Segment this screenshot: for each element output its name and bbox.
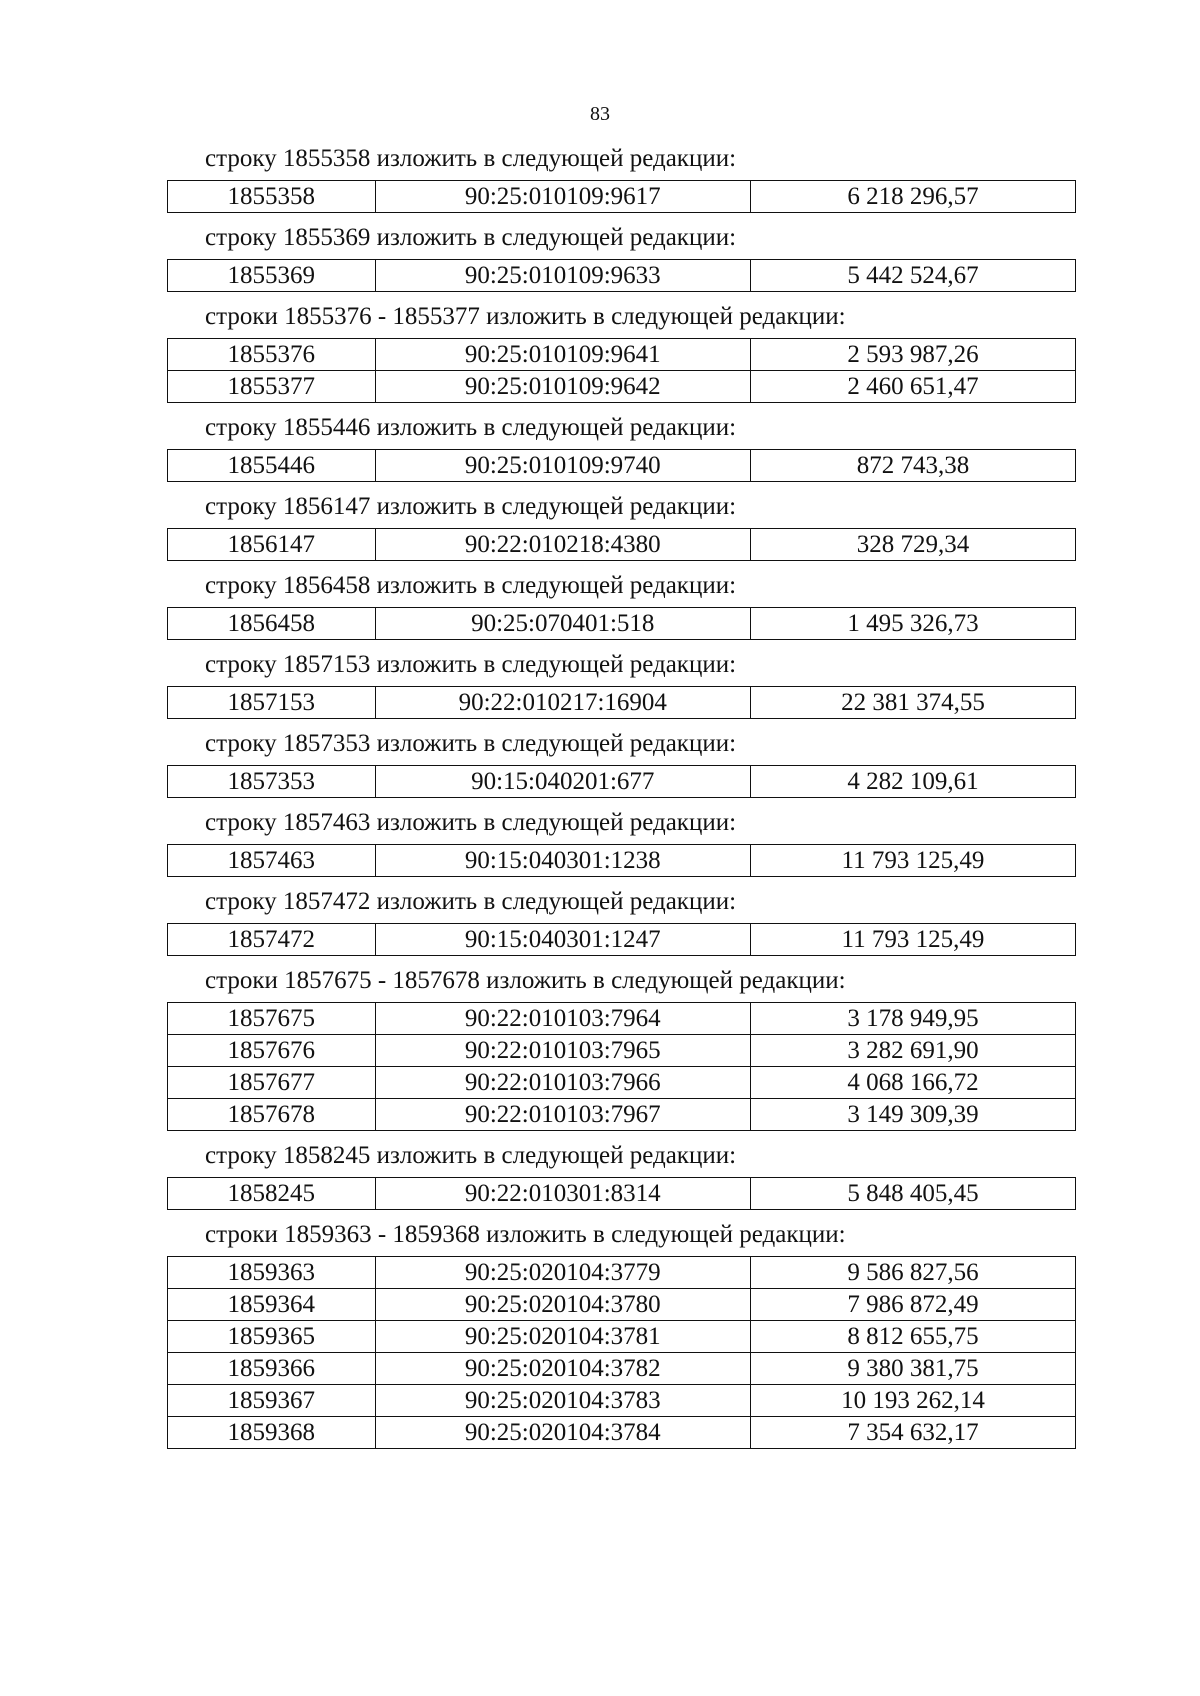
row-number-cell: 1859363 bbox=[168, 1257, 376, 1289]
row-number-cell: 1855376 bbox=[168, 339, 376, 371]
row-number-cell: 1856458 bbox=[168, 608, 376, 640]
amendment-table bbox=[167, 528, 1076, 561]
amendment-table bbox=[167, 1002, 1076, 1131]
value-cell: 22 381 374,55 bbox=[750, 687, 1075, 719]
table-row bbox=[168, 1289, 1076, 1321]
value-cell: 872 743,38 bbox=[750, 450, 1075, 482]
row-number-cell: 1857675 bbox=[168, 1003, 376, 1035]
table-row bbox=[168, 1178, 1076, 1210]
page-number: 83 bbox=[590, 103, 610, 125]
amendment-instruction: строку 1855446 изложить в следующей редакции: bbox=[205, 414, 737, 441]
amendment-section bbox=[0, 1220, 1200, 1449]
table-row bbox=[168, 339, 1076, 371]
amendment-instruction: строку 1856458 изложить в следующей редакции: bbox=[205, 572, 737, 599]
amendment-instruction: строку 1855358 изложить в следующей редакции: bbox=[205, 145, 737, 172]
row-number-cell: 1857463 bbox=[168, 845, 376, 877]
value-cell: 8 812 655,75 bbox=[750, 1321, 1075, 1353]
amendment-instruction: строки 1859363 - 1859368 изложить в следующей редакции: bbox=[205, 1221, 846, 1248]
cadastral-number-cell: 90:22:010218:4380 bbox=[375, 529, 750, 561]
table-row bbox=[168, 260, 1076, 292]
table-row bbox=[168, 1321, 1076, 1353]
table-row bbox=[168, 1257, 1076, 1289]
table-row bbox=[168, 845, 1076, 877]
value-cell: 3 178 949,95 bbox=[750, 1003, 1075, 1035]
value-cell: 9 586 827,56 bbox=[750, 1257, 1075, 1289]
cadastral-number-cell: 90:25:070401:518 bbox=[375, 608, 750, 640]
value-cell: 4 282 109,61 bbox=[750, 766, 1075, 798]
row-number-cell: 1857677 bbox=[168, 1067, 376, 1099]
amendment-table bbox=[167, 180, 1076, 213]
row-number-cell: 1857472 bbox=[168, 924, 376, 956]
amendment-table bbox=[167, 449, 1076, 482]
amendment-table bbox=[167, 686, 1076, 719]
table-row bbox=[168, 1353, 1076, 1385]
value-cell: 1 495 326,73 bbox=[750, 608, 1075, 640]
row-number-cell: 1858245 bbox=[168, 1178, 376, 1210]
amendment-table bbox=[167, 1177, 1076, 1210]
table-row bbox=[168, 1067, 1076, 1099]
value-cell: 10 193 262,14 bbox=[750, 1385, 1075, 1417]
value-cell: 3 282 691,90 bbox=[750, 1035, 1075, 1067]
amendment-instruction: строку 1857153 изложить в следующей редакции: bbox=[205, 651, 737, 678]
table-row bbox=[168, 181, 1076, 213]
amendment-table bbox=[167, 844, 1076, 877]
amendment-section bbox=[0, 571, 1200, 640]
cadastral-number-cell: 90:25:010109:9642 bbox=[375, 371, 750, 403]
value-cell: 2 460 651,47 bbox=[750, 371, 1075, 403]
table-row bbox=[168, 1035, 1076, 1067]
table-row bbox=[168, 924, 1076, 956]
amendment-section bbox=[0, 1141, 1200, 1210]
row-number-cell: 1855446 bbox=[168, 450, 376, 482]
amendment-instruction: строку 1858245 изложить в следующей редакции: bbox=[205, 1142, 737, 1169]
row-number-cell: 1857678 bbox=[168, 1099, 376, 1131]
value-cell: 3 149 309,39 bbox=[750, 1099, 1075, 1131]
amendment-table bbox=[167, 1256, 1076, 1449]
table-row bbox=[168, 1385, 1076, 1417]
value-cell: 2 593 987,26 bbox=[750, 339, 1075, 371]
amendment-table bbox=[167, 259, 1076, 292]
amendment-instruction: строки 1857675 - 1857678 изложить в следующей редакции: bbox=[205, 967, 846, 994]
value-cell: 9 380 381,75 bbox=[750, 1353, 1075, 1385]
cadastral-number-cell: 90:22:010103:7966 bbox=[375, 1067, 750, 1099]
cadastral-number-cell: 90:15:040301:1247 bbox=[375, 924, 750, 956]
row-number-cell: 1857153 bbox=[168, 687, 376, 719]
row-number-cell: 1857353 bbox=[168, 766, 376, 798]
cadastral-number-cell: 90:25:020104:3782 bbox=[375, 1353, 750, 1385]
table-row bbox=[168, 766, 1076, 798]
amendment-section bbox=[0, 650, 1200, 719]
amendment-section bbox=[0, 223, 1200, 292]
table-row bbox=[168, 1417, 1076, 1449]
cadastral-number-cell: 90:25:010109:9740 bbox=[375, 450, 750, 482]
table-row bbox=[168, 608, 1076, 640]
amendments-list bbox=[0, 144, 1200, 1459]
cadastral-number-cell: 90:15:040301:1238 bbox=[375, 845, 750, 877]
value-cell: 7 354 632,17 bbox=[750, 1417, 1075, 1449]
row-number-cell: 1859368 bbox=[168, 1417, 376, 1449]
amendment-instruction: строку 1855369 изложить в следующей редакции: bbox=[205, 224, 737, 251]
amendment-section bbox=[0, 144, 1200, 213]
amendment-section bbox=[0, 966, 1200, 1131]
amendment-section bbox=[0, 808, 1200, 877]
row-number-cell: 1859365 bbox=[168, 1321, 376, 1353]
table-row bbox=[168, 450, 1076, 482]
value-cell: 6 218 296,57 bbox=[750, 181, 1075, 213]
table-row bbox=[168, 687, 1076, 719]
table-row bbox=[168, 529, 1076, 561]
amendment-table bbox=[167, 338, 1076, 403]
row-number-cell: 1859367 bbox=[168, 1385, 376, 1417]
value-cell: 11 793 125,49 bbox=[750, 924, 1075, 956]
value-cell: 5 848 405,45 bbox=[750, 1178, 1075, 1210]
cadastral-number-cell: 90:22:010217:16904 bbox=[375, 687, 750, 719]
amendment-section bbox=[0, 302, 1200, 403]
row-number-cell: 1855369 bbox=[168, 260, 376, 292]
cadastral-number-cell: 90:25:010109:9633 bbox=[375, 260, 750, 292]
table-row bbox=[168, 371, 1076, 403]
cadastral-number-cell: 90:15:040201:677 bbox=[375, 766, 750, 798]
amendment-section bbox=[0, 413, 1200, 482]
cadastral-number-cell: 90:25:020104:3783 bbox=[375, 1385, 750, 1417]
amendment-table bbox=[167, 923, 1076, 956]
cadastral-number-cell: 90:25:020104:3781 bbox=[375, 1321, 750, 1353]
cadastral-number-cell: 90:22:010301:8314 bbox=[375, 1178, 750, 1210]
cadastral-number-cell: 90:25:010109:9641 bbox=[375, 339, 750, 371]
value-cell: 7 986 872,49 bbox=[750, 1289, 1075, 1321]
value-cell: 11 793 125,49 bbox=[750, 845, 1075, 877]
amendment-instruction: строки 1855376 - 1855377 изложить в следующей редакции: bbox=[205, 303, 846, 330]
value-cell: 328 729,34 bbox=[750, 529, 1075, 561]
amendment-instruction: строку 1857353 изложить в следующей редакции: bbox=[205, 730, 737, 757]
amendment-section bbox=[0, 492, 1200, 561]
row-number-cell: 1855377 bbox=[168, 371, 376, 403]
amendment-instruction: строку 1857472 изложить в следующей редакции: bbox=[205, 888, 737, 915]
cadastral-number-cell: 90:25:020104:3780 bbox=[375, 1289, 750, 1321]
amendment-instruction: строку 1856147 изложить в следующей редакции: bbox=[205, 493, 737, 520]
row-number-cell: 1856147 bbox=[168, 529, 376, 561]
cadastral-number-cell: 90:25:020104:3784 bbox=[375, 1417, 750, 1449]
amendment-table bbox=[167, 765, 1076, 798]
value-cell: 5 442 524,67 bbox=[750, 260, 1075, 292]
row-number-cell: 1859364 bbox=[168, 1289, 376, 1321]
table-row bbox=[168, 1003, 1076, 1035]
amendment-section bbox=[0, 729, 1200, 798]
cadastral-number-cell: 90:22:010103:7965 bbox=[375, 1035, 750, 1067]
amendment-table bbox=[167, 607, 1076, 640]
cadastral-number-cell: 90:25:010109:9617 bbox=[375, 181, 750, 213]
row-number-cell: 1857676 bbox=[168, 1035, 376, 1067]
cadastral-number-cell: 90:22:010103:7964 bbox=[375, 1003, 750, 1035]
cadastral-number-cell: 90:22:010103:7967 bbox=[375, 1099, 750, 1131]
cadastral-number-cell: 90:25:020104:3779 bbox=[375, 1257, 750, 1289]
amendment-instruction: строку 1857463 изложить в следующей редакции: bbox=[205, 809, 737, 836]
amendment-section bbox=[0, 887, 1200, 956]
table-row bbox=[168, 1099, 1076, 1131]
row-number-cell: 1855358 bbox=[168, 181, 376, 213]
row-number-cell: 1859366 bbox=[168, 1353, 376, 1385]
value-cell: 4 068 166,72 bbox=[750, 1067, 1075, 1099]
